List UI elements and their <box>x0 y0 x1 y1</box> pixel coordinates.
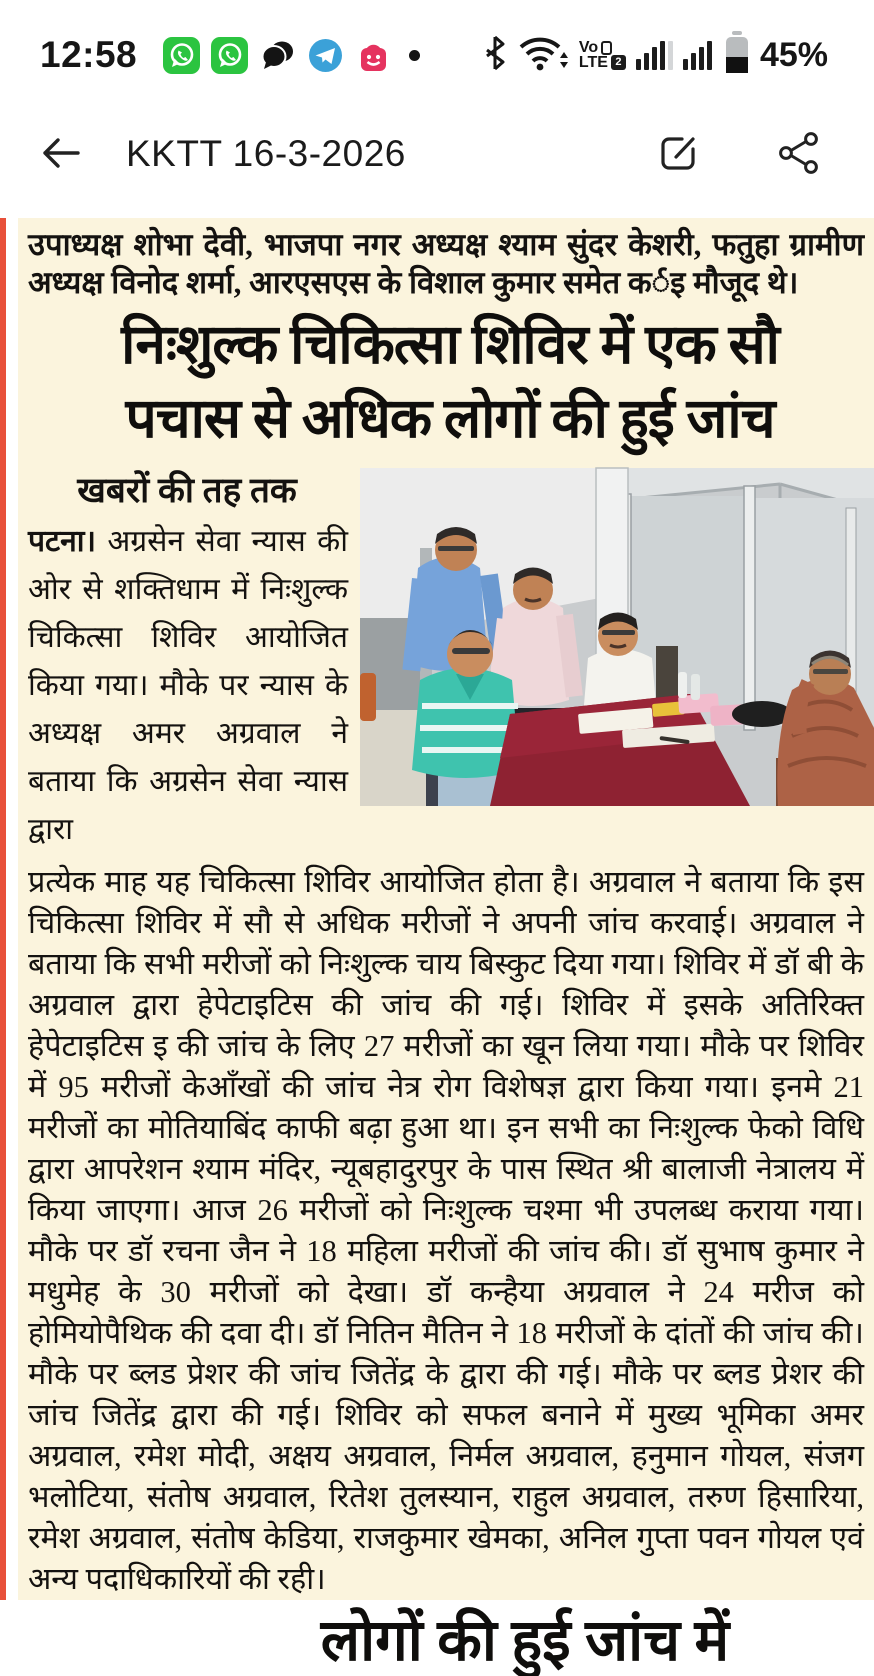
shopping-bag-icon <box>355 37 392 74</box>
newspaper-page <box>18 218 874 1673</box>
clipping-gutter <box>6 218 18 1600</box>
volte-indicator: Vo LTE 2 <box>579 40 626 70</box>
chat-bubble-icon <box>259 37 296 74</box>
whatsapp-icon <box>163 37 200 74</box>
status-time: 12:58 <box>40 34 138 75</box>
edit-icon <box>656 131 700 178</box>
whatsapp-business-icon <box>211 37 248 74</box>
article-kicker: खबरों की तह तक <box>77 471 297 510</box>
telegram-icon <box>307 37 344 74</box>
app-bar <box>0 88 874 206</box>
article-headline <box>26 308 874 456</box>
notification-icons <box>163 37 420 74</box>
medical-camp-photo <box>360 468 874 806</box>
bluetooth-icon <box>483 34 507 77</box>
lead-text: अग्रसेन सेवा न्यास की ओर से शक्तिधाम में निःशुल्क चिकित्सा शिविर आयोजित किया गया। मौके पर न्यास के अध्यक्ष अमर अग्रवाल ने बताया कि अग्रसेन सेवा न्यास द्वारा <box>28 525 348 846</box>
share-icon <box>778 131 820 178</box>
back-button[interactable] <box>38 133 82 176</box>
wifi-icon <box>517 34 569 77</box>
edit-button[interactable] <box>656 131 700 178</box>
battery-percent: 45% <box>759 35 828 74</box>
back-arrow-icon <box>38 133 82 176</box>
sim1-icon <box>601 41 612 55</box>
status-indicators <box>483 34 828 77</box>
signal-bars-sim1 <box>636 41 673 70</box>
article-body-paragraph: प्रत्येक माह यह चिकित्सा शिविर आयोजित होता है। अग्रवाल ने बताया कि इस चिकित्सा शिविर में सौ से अधिक मरीजों ने अपनी जांच करवाई। अग्रवाल ने बताया कि सभी मरीजों को निःशुल्क चाय बिस्कुट दिया गया। शिविर में डॉ बी के अग्रवाल द्वारा हेपेटाइटिस की जांच की गई। शिविर में इसके अतिरिक्त हेपेटाइटिस इ की जांच के लिए 27 मरीजों का खून लिया गया। मौके पर शिविर में 95 मरीजों केआँखों की जांच नेत्र रोग विशेषज्ञ द्वारा किया गया। इनमे 21 मरीजों का मोतियाबिंद काफी बढ़ा हुआ था। इन सभी का निःशुल्क फेको विधि द्वारा आपरेशन श्याम मंदिर, न्यूबहादुरपुर के पास स्थित श्री बालाजी नेत्रालय में किया जाएगा। आज 26 मरीजों को निःशुल्क चश्मा भी उपलब्ध कराया गया। मौके पर डॉ रचना जैन ने 18 महिला मरीजों की जांच की। डॉ सुभाष कुमार ने मधुमेह के 30 मरीजों को देखा। डॉ कन्हैया अग्रवाल ने 24 मरीज को होमियोपैथिक की दवा दी। डॉ नितिन मैतिन ने 18 मरीजों के दांतों की जांच की। मौके पर ब्लड प्रेशर की जांच जितेंद्र के द्वारा की गई। मौके पर ब्लड प्रेशर की जांच जितेंद्र द्वारा की गई। शिविर को सफल बनाने में मुख्य भूमिका अमर अग्रवाल, रमेश मोदी, अक्षय अग्रवाल, निर्मल अग्रवाल, हनुमान गोयल, संजग भलोटिया, संतोष अग्रवाल, रितेश तुलस्यान, राहुल अग्रवाल, तरुण हिसारिया, रमेश अग्रवाल, संतोष केडिया, राजकुमार खेमका, अनिल गुप्ता पवन गोयल एवं अन्य पदाधिकारियों की रही। <box>28 865 864 1596</box>
clipped-next-headline: लोगों की हुई जांच में <box>320 1608 730 1673</box>
newspaper-clipping-attachment[interactable] <box>0 218 874 1673</box>
signal-bars-sim2 <box>683 41 712 70</box>
page-title: KKTT 16-3-2026 <box>126 133 406 174</box>
dateline: पटना। <box>28 525 96 558</box>
article-intro-paragraph: उपाध्यक्ष शोभा देवी, भाजपा नगर अध्यक्ष श्याम सुंदर केशरी, फतुहा ग्रामीण अध्यक्ष विनोद शर्मा, आरएसएस के विशाल कुमार समेत कर्इ मौजूद थे। <box>28 227 864 300</box>
headline-line-1: निःशुल्क चिकित्सा शिविर में एक सौ <box>121 314 779 375</box>
more-notifications-dot <box>409 50 420 61</box>
headline-line-2: पचास से अधिक लोगों की हुई जांच <box>125 388 775 449</box>
sim2-badge: 2 <box>611 55 626 70</box>
status-bar <box>0 0 874 88</box>
share-button[interactable] <box>778 131 820 178</box>
battery-icon <box>726 37 748 73</box>
